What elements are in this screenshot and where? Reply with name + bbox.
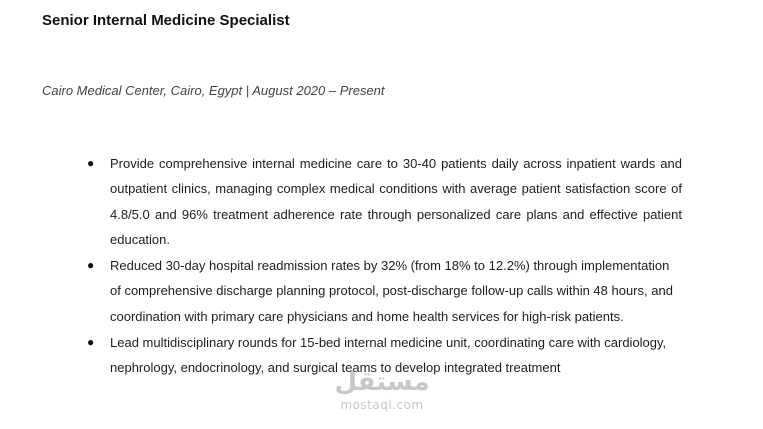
list-item: [84, 330, 682, 381]
list-item-text: Provide comprehensive internal medicine care to 30-40 patients daily across inpatient wards and outpatient clinics, managing complex medical conditions with average patient satisfaction score of 4.8/5.0 and 96% treatment adherence rate through personalized care plans and effective patient education.: [110, 156, 682, 247]
bullet-icon: ●: [87, 335, 95, 350]
bullet-icon: ●: [87, 156, 95, 170]
job-employer-location-dates: Cairo Medical Center, Cairo, Egypt | August 2020 – Present: [42, 83, 385, 98]
list-item-text: Lead multidisciplinary rounds for 15-bed internal medicine unit, coordinating care with cardiology, nephrology, endocrinology, and surgical teams to develop integrated treatment: [110, 335, 667, 376]
list-item: [84, 253, 682, 329]
job-title: Senior Internal Medicine Specialist: [42, 12, 290, 29]
list-item-text: Reduced 30-day hospital readmission rates by 32% (from 18% to 12.2%) through implementation of comprehensive discharge planning protocol, post-discharge follow-up calls within 48 hours, and coordination with primary care physicians and home health services for high-risk patients.: [110, 258, 673, 324]
watermark-text: mostaql.com: [340, 398, 424, 412]
responsibilities-list: [84, 151, 682, 382]
bullet-icon: ●: [87, 258, 95, 273]
watermark-logo: مستقل: [334, 367, 430, 397]
list-item: [84, 151, 682, 252]
